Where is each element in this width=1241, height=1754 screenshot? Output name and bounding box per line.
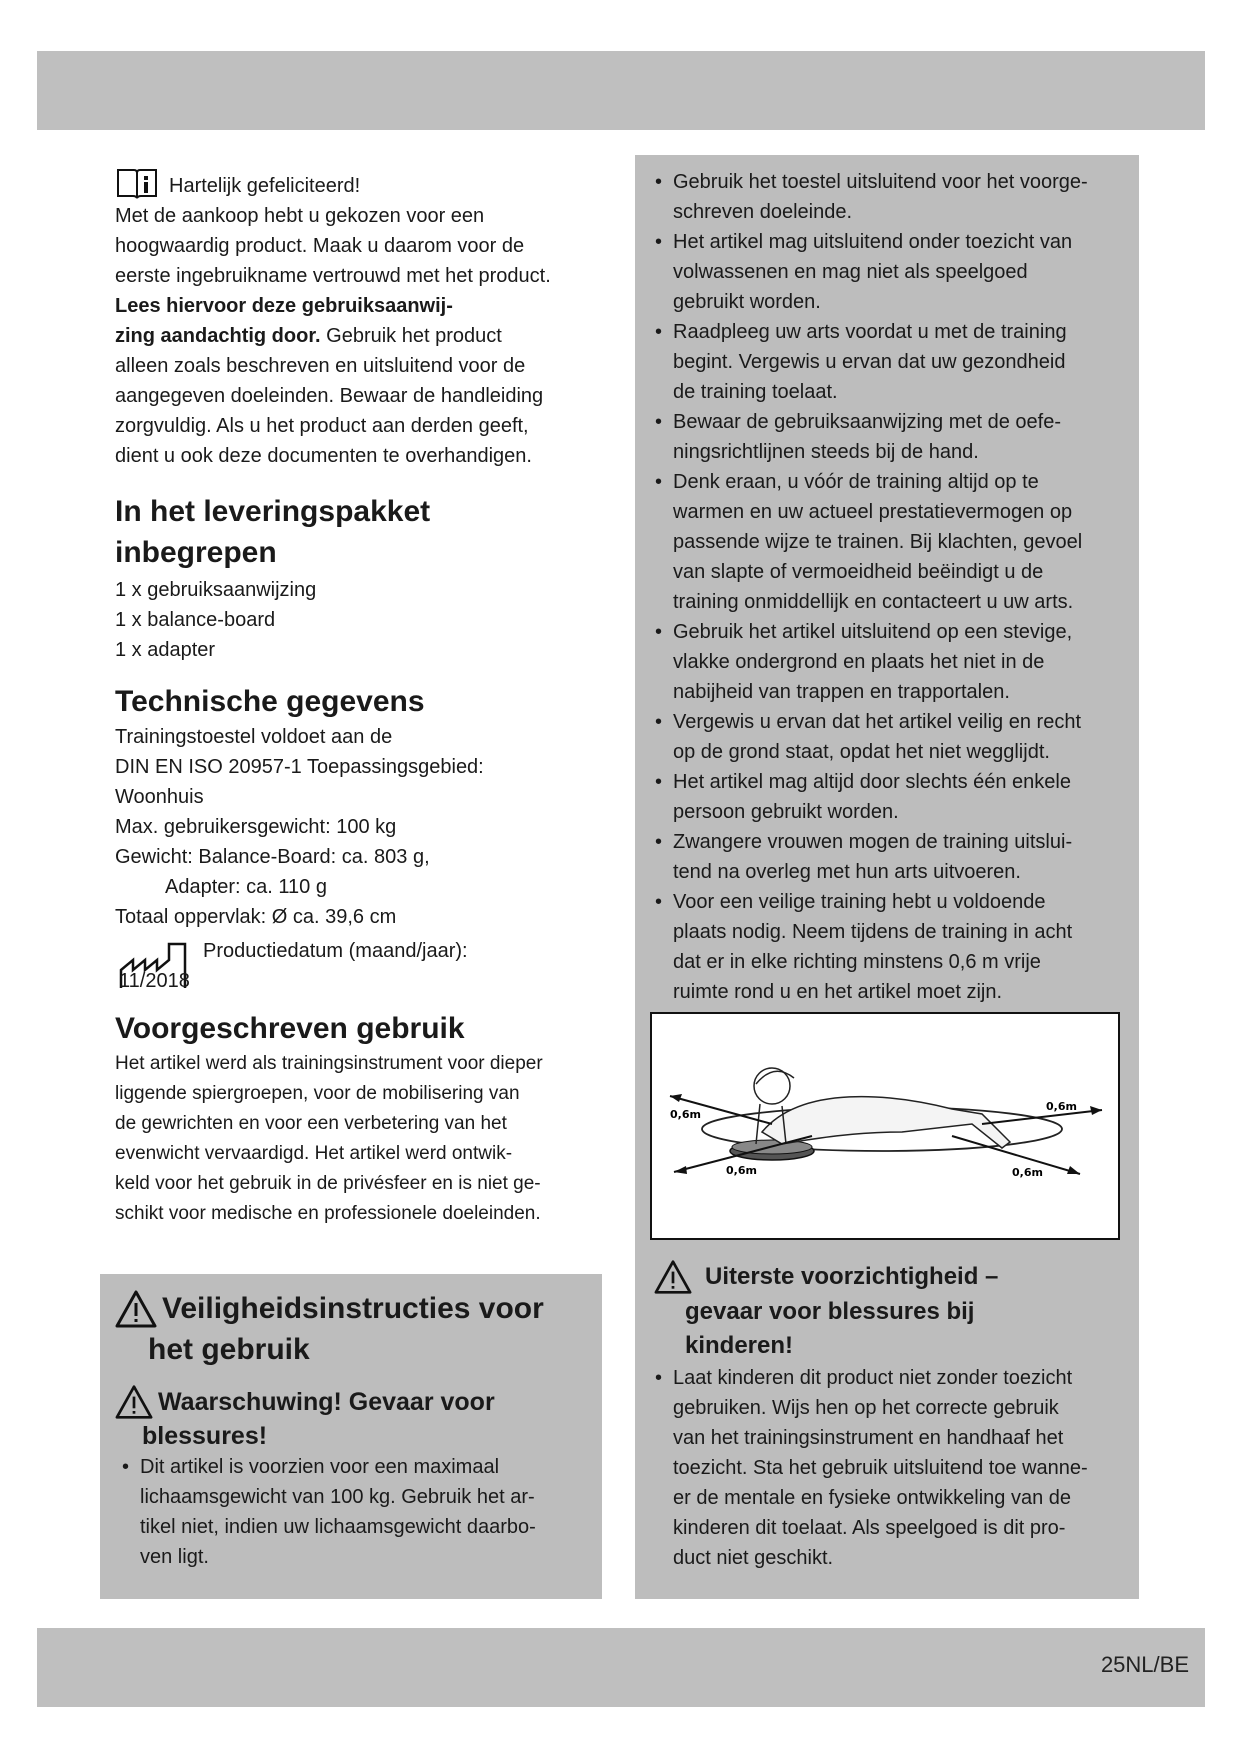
intro-line: alleen zoals beschreven en uitsluitend voor de: [115, 355, 526, 377]
safety-bullet-list: [120, 1452, 594, 1572]
child-warning: [653, 1259, 1133, 1573]
list-item: • Gebruik het artikel uitsluitend op een stevige, vlakke ondergrond en plaats het niet in de nabijheid van trappen en trapportalen.: [653, 617, 1133, 707]
footer-bar: [37, 1628, 1205, 1707]
use-heading: Voorgeschreven gebruik: [115, 1012, 465, 1045]
child-warning-title-3: kinderen!: [685, 1332, 794, 1359]
intro-bold-line: Lees hiervoor deze gebruiksaanwij-: [115, 295, 453, 317]
use-line: Het artikel werd als trainingsinstrument voor dieper: [115, 1053, 543, 1074]
intro-line: eerste ingebruikname vertrouwd met het product.: [115, 265, 551, 287]
use-line: liggende spiergroepen, voor de mobilisering van: [115, 1083, 520, 1104]
distance-label: 0,6m: [1046, 1100, 1077, 1113]
distance-label: 0,6m: [726, 1164, 757, 1177]
intro-line: hoogwaardig product. Maak u daarom voor de: [115, 235, 525, 257]
warning-triangle-icon: [114, 1289, 158, 1329]
list-item: • Laat kinderen dit product niet zonder toezicht gebruiken. Wijs hen op het correcte gebruik van het trainingsinstrument en handhaaf het toezicht. Sta het gebruik uitsluitend toe wanne- er de mentale en fysieke ontwikkeling van de kinderen dit toelaat. Als speelgoed is dit pro- duct niet geschikt.: [653, 1363, 1133, 1573]
list-item: • Raadpleeg uw arts voordat u met de training begint. Vergewis u ervan dat uw gezondheid de training toelaat.: [653, 317, 1133, 407]
intro-section: [115, 167, 595, 471]
delivery-item: 1 x gebruiksaanwijzing: [115, 579, 317, 601]
tech-line: Trainingstoestel voldoet aan de: [115, 726, 393, 748]
intro-line: zorgvuldig. Als u het product aan derden geeft,: [115, 415, 529, 437]
tech-line: Gewicht: Balance-Board: ca. 803 g,: [115, 846, 430, 868]
intro-line: dient u ook deze documenten te overhandigen.: [115, 445, 532, 467]
child-bullet-list: [653, 1363, 1133, 1573]
use-line: schikt voor medische en professionele doeleinden.: [115, 1203, 541, 1224]
warning-title-2: blessures!: [142, 1422, 268, 1450]
use-line: evenwicht vervaardigd. Het artikel werd ontwik-: [115, 1143, 513, 1164]
list-item: • Denk eraan, u vóór de training altijd op te warmen en uw actueel prestatievermogen op passende wijze te trainen. Bij klachten, gevoel van slapte of vermoeidheid beëindigt u de training onmiddellijk en contacteert u uw arts.: [653, 467, 1133, 617]
list-item: • Het artikel mag uitsluitend onder toezicht van volwassenen en mag niet als speelgoed gebruikt worden.: [653, 227, 1133, 317]
use-line: de gewrichten en voor een verbetering van het: [115, 1113, 507, 1134]
list-item: • Zwangere vrouwen mogen de training uitslui- tend na overleg met hun arts uitvoeren.: [653, 827, 1133, 887]
safety-title-2: het gebruik: [148, 1333, 310, 1366]
intro-line: zing aandachtig door. Gebruik het product: [115, 325, 502, 347]
safety-box: [100, 1274, 602, 1599]
warning-triangle-icon: [114, 1384, 154, 1420]
tech-line: DIN EN ISO 20957-1 Toepassingsgebied:: [115, 756, 484, 778]
tech-line: Woonhuis: [115, 786, 204, 808]
delivery-section: [115, 491, 595, 665]
child-warning-title-2: gevaar voor blessures bij: [685, 1298, 975, 1325]
intro-line: Met de aankoop hebt u gekozen voor een: [115, 205, 485, 227]
delivery-item: 1 x adapter: [115, 639, 216, 661]
tech-line: Max. gebruikersgewicht: 100 kg: [115, 816, 397, 838]
list-item: • Dit artikel is voorzien voor een maximaal lichaamsgewicht van 100 kg. Gebruik het ar- tikel niet, indien uw lichaamsgewicht daarbo- ven ligt.: [120, 1452, 594, 1572]
list-item: • Vergewis u ervan dat het artikel veilig en recht op de grond staat, opdat het niet wegglijdt.: [653, 707, 1133, 767]
distance-label: 0,6m: [670, 1108, 701, 1121]
production-date-label: Productiedatum (maand/jaar):: [203, 940, 468, 962]
production-date-value: 11/2018: [119, 970, 190, 992]
right-bullet-list: [653, 167, 1133, 1007]
left-column: [115, 167, 595, 1229]
training-space-figure: [650, 1012, 1120, 1240]
warning-triangle-icon: [653, 1259, 693, 1295]
list-item: • Het artikel mag altijd door slechts één enkele persoon gebruikt worden.: [653, 767, 1133, 827]
use-line: keld voor het gebruik in de privésfeer en is niet ge-: [115, 1173, 541, 1194]
tech-section: [115, 681, 595, 996]
use-section: [115, 1008, 595, 1229]
header-bar: [37, 51, 1205, 130]
training-illustration: [652, 1014, 1118, 1238]
safety-title: Veiligheidsinstructies voor: [162, 1292, 544, 1325]
list-item: • Bewaar de gebruiksaanwijzing met de oefe- ningsrichtlijnen steeds bij de hand.: [653, 407, 1133, 467]
right-safety-box: [635, 155, 1139, 1599]
greeting: Hartelijk gefeliciteerd!: [169, 175, 361, 197]
child-warning-title: Uiterste voorzichtigheid –: [705, 1263, 999, 1290]
tech-line: Adapter: ca. 110 g: [165, 876, 327, 898]
tech-heading: Technische gegevens: [115, 685, 425, 718]
intro-line: aangegeven doeleinden. Bewaar de handleiding: [115, 385, 544, 407]
distance-label: 0,6m: [1012, 1166, 1043, 1179]
list-item: • Gebruik het toestel uitsluitend voor het voorge- schreven doeleinde.: [653, 167, 1133, 227]
manual-book-icon: [115, 167, 159, 201]
warning-title: Waarschuwing! Gevaar voor: [158, 1387, 495, 1416]
delivery-heading: In het leveringspakket inbegrepen: [115, 495, 431, 569]
delivery-item: 1 x balance-board: [115, 609, 276, 631]
list-item: • Voor een veilige training hebt u voldoende plaats nodig. Neem tijdens de training in acht dat er in elke richting minstens 0,6 m vrije ruimte rond u en het artikel moet zijn.: [653, 887, 1133, 1007]
tech-line: Totaal oppervlak: Ø ca. 39,6 cm: [115, 906, 397, 928]
page-number: 25NL/BE: [1100, 1652, 1189, 1677]
